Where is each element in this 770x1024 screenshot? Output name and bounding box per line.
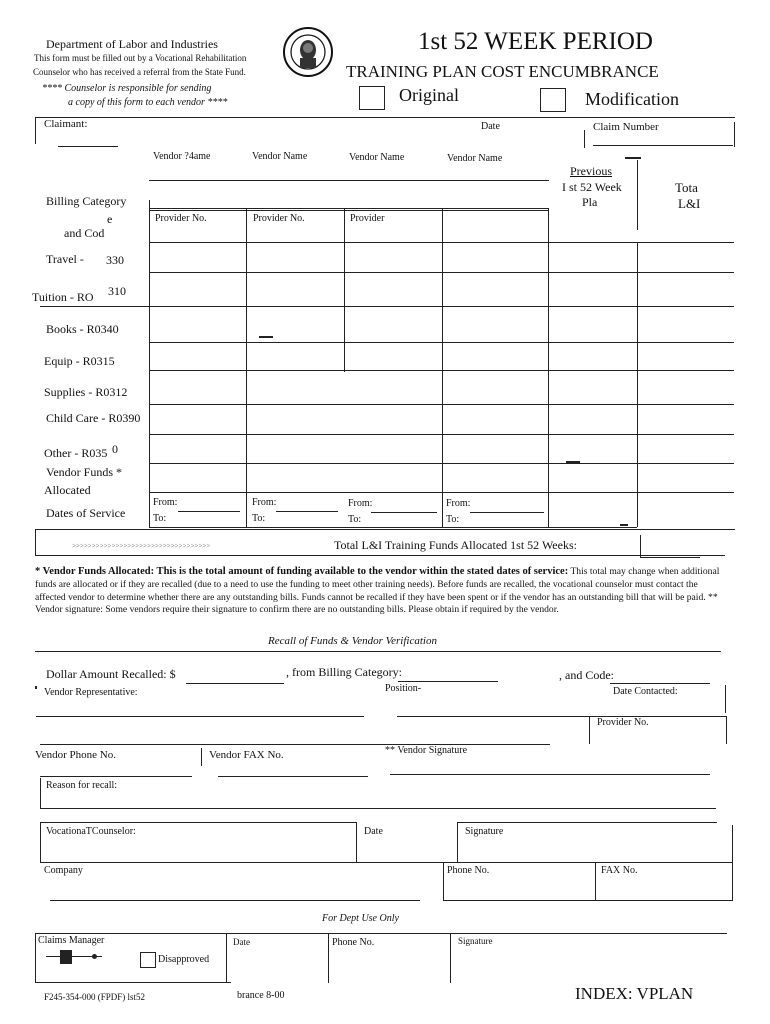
- provider-no-2: Provider No.: [253, 213, 305, 224]
- position-input[interactable]: [397, 716, 727, 717]
- vendor-signature-input[interactable]: [390, 774, 710, 775]
- allocated-label: Allocated: [44, 483, 91, 497]
- date-contacted-label: Date Contacted:: [613, 686, 678, 697]
- from-input-2[interactable]: [276, 511, 338, 512]
- child-care-label: Child Care - R0390: [46, 411, 141, 425]
- dept-phone-label: Phone No.: [332, 937, 375, 948]
- dollar-amount-input[interactable]: [186, 683, 284, 684]
- dept-signature-label: Signature: [458, 936, 493, 946]
- original-label: Original: [399, 85, 459, 105]
- tuition-label: Tuition - RO: [32, 290, 94, 304]
- counselor-signature-label: Signature: [465, 826, 504, 837]
- books-label: Books - R0340: [46, 322, 119, 336]
- counselor-date-label: Date: [364, 826, 383, 837]
- vendor-name-1: Vendor ?4ame: [153, 151, 211, 162]
- vendor-fax-input[interactable]: [218, 776, 368, 777]
- previous-label: Previous: [570, 164, 612, 178]
- form-number: F245-354-000 (FPDF) lst52: [44, 992, 146, 1002]
- vendor-name-2: Vendor Name: [252, 151, 308, 162]
- equip-label: Equip - R0315: [44, 354, 115, 368]
- provider-no-recall-label: Provider No.: [597, 717, 649, 728]
- to-label-1: To:: [153, 513, 167, 524]
- form-note-2: Counselor who has received a referral from the State Fund.: [33, 67, 246, 77]
- vendor-rep-input[interactable]: [36, 716, 364, 717]
- from-label-2: From:: [252, 497, 277, 508]
- company-fax-label: FAX No.: [601, 865, 638, 876]
- tuition-code: 310: [108, 284, 126, 298]
- company-input[interactable]: [50, 900, 420, 901]
- billing-category-recall-label: , from Billing Category:: [286, 665, 402, 679]
- code-input[interactable]: [610, 683, 710, 684]
- reason-input[interactable]: [40, 808, 716, 809]
- reason-label: Reason for recall:: [46, 780, 118, 791]
- previous-period-label: I st 52 Week: [562, 180, 622, 194]
- branch-code: brance 8-00: [237, 990, 285, 1001]
- vendor-phone-input[interactable]: [40, 776, 192, 777]
- company-phone-label: Phone No.: [447, 865, 490, 876]
- previous-plan-label: Pla: [582, 195, 598, 209]
- position-label: Position-: [385, 683, 422, 694]
- and-code-label: and Cod: [64, 226, 105, 240]
- vendor-name-3: Vendor Name: [349, 152, 405, 163]
- other-label: Other - R035: [44, 446, 108, 460]
- other-code: 0: [112, 442, 118, 456]
- disapproved-label: Disapproved: [158, 954, 210, 965]
- form-note: This form must be filled out by a Vocational Rehabilitation: [34, 53, 247, 63]
- vendor-funds-footnote: [35, 566, 725, 617]
- footnote-bold: * Vendor Funds Allocated: This is the total amount of funding available to the vendor within the stated dates of service:: [35, 566, 569, 577]
- from-input-3[interactable]: [371, 512, 437, 513]
- from-label-1: From:: [153, 497, 178, 508]
- counselor-note-2: a copy of this form to each vendor ****: [68, 97, 228, 108]
- recall-title: Recall of Funds & Vendor Verification: [268, 635, 437, 647]
- modification-label: Modification: [585, 89, 679, 109]
- billing-category-input[interactable]: [398, 681, 498, 682]
- vendor-name-4: Vendor Name: [447, 153, 503, 164]
- original-checkbox[interactable]: [359, 86, 385, 110]
- total-li-label: L&I: [678, 196, 701, 211]
- dept-use-title: For Dept Use Only: [322, 913, 399, 924]
- supplies-label: Supplies - R0312: [44, 385, 128, 399]
- to-label-2: To:: [252, 513, 266, 524]
- date-label: Date: [481, 121, 500, 132]
- code-label: , and Code:: [559, 668, 614, 682]
- billing-category-suffix: e: [107, 212, 113, 226]
- from-label-3: From:: [348, 498, 373, 509]
- vendor-signature-label: ** Vendor Signature: [385, 745, 468, 756]
- from-label-4: From:: [446, 498, 471, 509]
- state-seal-icon: [282, 20, 334, 84]
- total-funds-label: Total L&I Training Funds Allocated 1st 52 Weeks:: [334, 538, 577, 552]
- disapproved-checkbox[interactable]: [140, 952, 156, 968]
- vendor-fax-label: Vendor FAX No.: [209, 749, 284, 761]
- travel-label: Travel -: [46, 252, 84, 266]
- index-code: INDEX: VPLAN: [575, 984, 694, 1003]
- from-input-1[interactable]: [178, 511, 240, 512]
- total-arrows: >>>>>>>>>>>>>>>>>>>>>>>>>>>>>>>>>>>: [72, 542, 211, 550]
- vendor-funds-label: Vendor Funds *: [46, 465, 123, 479]
- from-input-4[interactable]: [470, 512, 544, 513]
- claims-manager-label: Claims Manager: [38, 935, 105, 946]
- plan-title: TRAINING PLAN COST ENCUMBRANCE: [346, 62, 659, 81]
- provider-no-1: Provider No.: [155, 213, 207, 224]
- billing-category-label: Billing Category: [46, 194, 127, 208]
- claimant-label: Claimant:: [44, 118, 88, 130]
- footnote-text: This total may change when additional funds are allocated or if they are recalled (due to a need to use the funding to meet other training needs). Before funds are recalled, the vocational counselor must contact the affected vendor to determine whether there are any outstanding bills. Funds cannot be recalled if they have been spent or if the vendor has an outstanding bill that will be paid. ** Vendor signature: Some vendors require their signature to confirm there are no outstanding bills. Please obtain if required by the vendor.: [35, 566, 720, 616]
- travel-code: 330: [106, 253, 124, 267]
- total-label: Tota: [675, 180, 698, 195]
- to-label-3: To:: [348, 514, 362, 525]
- approved-mark-icon: [46, 950, 102, 964]
- counselor-note: **** Counselor is responsible for sending: [42, 83, 212, 94]
- claim-number-label: Claim Number: [593, 121, 659, 133]
- modification-checkbox[interactable]: [540, 88, 566, 112]
- dates-of-service-label: Dates of Service: [46, 506, 126, 520]
- period-title: 1st 52 WEEK PERIOD: [418, 28, 653, 55]
- provider-no-3: Provider: [350, 213, 385, 224]
- dept-date-label: Date: [233, 937, 250, 947]
- department-name: Department of Labor and Industries: [46, 37, 218, 51]
- vendor-rep-label: Vendor Representative:: [44, 687, 138, 698]
- to-label-4: To:: [446, 514, 460, 525]
- company-label: Company: [44, 865, 83, 876]
- dollar-amount-label: Dollar Amount Recalled: $: [46, 667, 176, 681]
- vendor-phone-label: Vendor Phone No.: [35, 749, 116, 761]
- voc-counselor-label: VocationaTCounselor:: [46, 826, 136, 837]
